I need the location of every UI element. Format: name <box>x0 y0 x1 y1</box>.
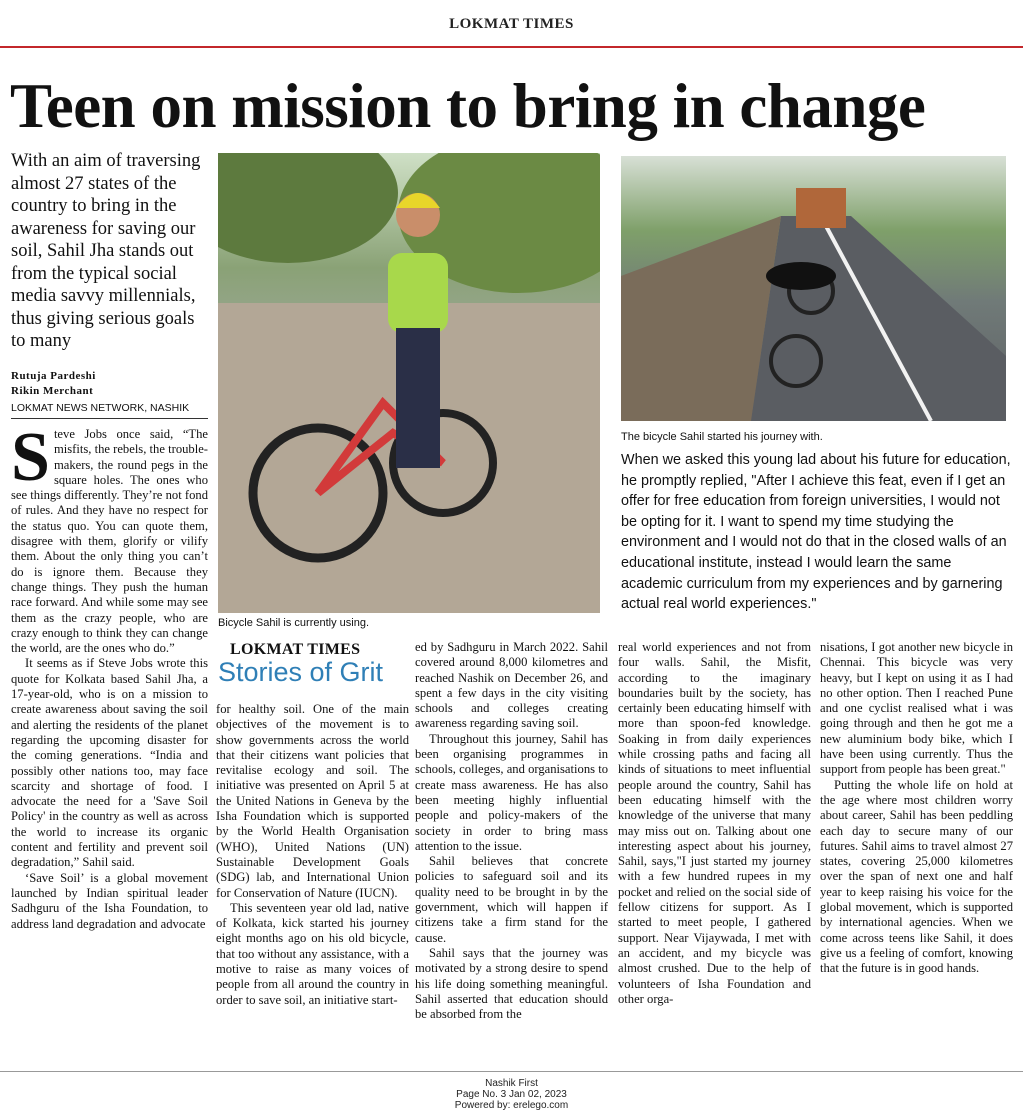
paragraph: This seventeen year old lad, native of Kolkata, kick started his journey eight months ago on his old bicycle, that too without any assistance, with a motive to raise as many voices of people from all around the country in order to save soil, an initiative start- <box>216 900 409 1007</box>
masthead-logo: LOKMAT TIMES <box>449 16 574 32</box>
dropcap: S <box>11 419 50 496</box>
footer-edition: Nashik First <box>485 1078 538 1089</box>
photo-2-caption: The bicycle Sahil started his journey with. <box>621 431 823 443</box>
paragraph: real world experiences and not from four walls. Sahil, the Misfit, according to the imaginary boundaries built by the society, has certainly been educating himself with more than spoon-fed knowledge. Soaking in from daily experiences while crossing paths and facing all kinds of situations to meet influential people around the country, Sahil has been educating himself with the knowledge of the universe that many may miss out on. Talking about one interesting aspect about his journey, Sahil, says,"I just started my journey with a few hundred rupees in my pocket and relied on the social side of fellow citizens for support. As I started to meet people, I gathered support. Near Vijaywada, I met with an accident, and my bicycle was almost crushed. Due to the help of volunteers of Isha Foundation and other orga- <box>618 640 811 1006</box>
paragraph: Sahil believes that concrete policies to safeguard soil and its quality need to be brought in by the government, which will happen if citizens take a firm stand for the cause. <box>415 854 608 945</box>
footer-page-date: Page No. 3 Jan 02, 2023 <box>456 1089 567 1100</box>
paragraph: ed by Sadhguru in March 2022. Sahil covered around 8,000 kilometres and reached Nashik on December 26, and spent a few days in the city visiting schools and colleges creating awareness regarding saving soil. <box>415 640 608 731</box>
paragraph: Sahil says that the journey was motivated by a strong desire to spend his life doing something meaningful. Sahil asserted that education should be absorbed from the <box>415 945 608 1022</box>
article-column-4 <box>618 640 811 1007</box>
page-footer <box>0 1078 1023 1111</box>
paragraph: nisations, I got another new bicycle in Chennai. This bicycle was very heavy, but I kept on using it as I had no other option. Then I reached Pune and one cyclist realised what i was going through and then he got me a new aluminium body bike, which I have been using currently. Thus the support from people has been great." <box>820 640 1013 777</box>
paragraph: for healthy soil. One of the main objectives of the movement is to show governments across the world that their citizens want policies that revitalise ecology and soil. The initiative was presented on April 5 at the United Nations in Geneva by the Isha Foundation which is supported by the World Health Organisation (WHO), United Nations (UN) Sustainable Development Goals (SDG) lab, and International Union for Conservation of Nature (IUCN). <box>216 702 409 900</box>
byline-author-2: Rikin Merchant <box>11 385 94 397</box>
paragraph: It seems as if Steve Jobs wrote this quote for Kolkata based Sahil Jha, a 17-year-old, who is on a mission to create awareness about saving the soil and alerting the residents of the planet regarding the upcoming disaster for the coming generations. “India and possibly other nations too, may face scarcity and shortage of food. I advocate the need for a 'Save Soil Policy' in the country as well as across the world to increase its organic content and fertility and prevent soil degradation,” Sahil said. <box>11 656 208 870</box>
series-logo-bottom: Stories of Grit <box>218 657 384 687</box>
byline-author-1: Rutuja Pardeshi <box>11 370 96 382</box>
photo-bicycle-on-highway <box>621 156 1006 421</box>
series-logo-top: LOKMAT TIMES <box>230 641 361 658</box>
paragraph: Steve Jobs once said, “The misfits, the rebels, the trouble-makers, the round pegs in the square holes. The ones who see things differently. They’re not fond of rules. And they have no respect for the status quo. You can quote them, disagree with them, glorify or vilify them. About the only thing you can’t do is ignore them. Because they change things. They push the human race forward. And while some may see them as the crazy people, who are crazy enough to think they can change the world, are the ones who do.” <box>11 419 208 656</box>
series-logo <box>212 641 405 691</box>
paragraph: ‘Save Soil’ is a global movement launched by Indian spiritual leader Sadhguru of the Isha Foundation, to address land degradation and advocate <box>11 870 208 931</box>
standfirst: With an aim of traversing almost 27 states of the country to bring in the awareness for saving our soil, Sahil Jha stands out from the typical social media savvy millennials, thus giving serious goals to many <box>11 151 201 351</box>
photo-teen-on-bicycle <box>218 153 600 613</box>
headline: Teen on mission to bring in change <box>10 71 926 141</box>
masthead <box>0 0 1023 48</box>
photo-1-caption: Bicycle Sahil is currently using. <box>218 617 370 629</box>
footer-powered-by: Powered by: erelego.com <box>454 1100 569 1111</box>
article-column-5 <box>820 640 1013 977</box>
paragraph: Throughout this journey, Sahil has been organising programmes in schools, colleges, and organisations to create mass awareness. He has also been meeting highly influential people and policy-makers of the society in order to bring mass attention to the issue. <box>415 731 608 853</box>
byline-bureau: LOKMAT NEWS NETWORK, NASHIK <box>11 402 190 414</box>
article-column-1 <box>11 419 208 932</box>
paragraph: Putting the whole life on hold at the age where most children worry about career, Sahil has been peddling each day to secure many of our futures. Sahil aims to travel almost 27 states, covering 25,000 kilometres over the span of next one and half year to keep raising his voice for the global movement, which is supported by international agencies. When we come across teens like Sahil, it does give us a feeling of comfort, knowing that the future is in good hands. <box>820 777 1013 976</box>
pull-quote: When we asked this young lad about his future for education, he promptly replied, "After I achieve this feat, even if I get an offer for free education from foreign universities, I would not be opting for it. I want to spend my time studying the environment and I would not do that in the closed walls of an educational institute, instead I would learn the same academic curriculum from my experiences and by garnering actual real world experiences." <box>621 452 1011 613</box>
article-column-2 <box>216 702 409 1008</box>
article-column-3 <box>415 640 608 1022</box>
footer-divider <box>0 1071 1023 1072</box>
